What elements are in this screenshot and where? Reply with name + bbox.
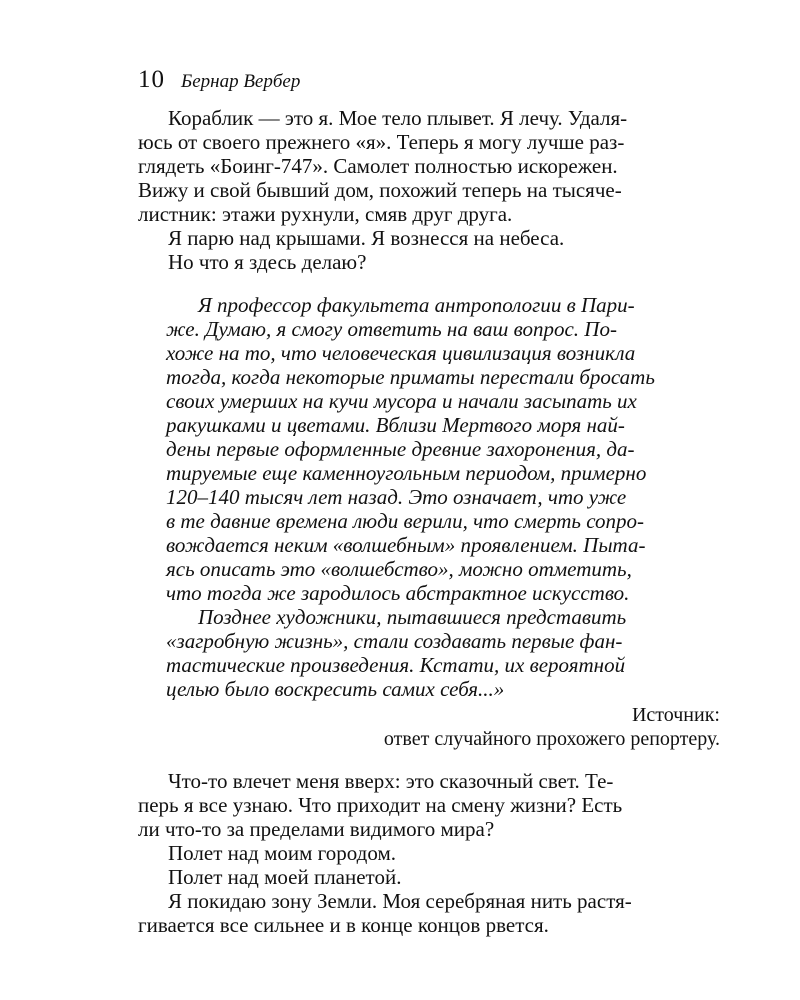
page-header [138,66,698,96]
quote-line-15: «загробную жизнь», стали создавать первые фан- [166,629,623,653]
source-text: ответ случайного прохожего репортеру. [383,728,720,750]
quote-line-7: дены первые оформленные древние захоронения, да- [166,437,635,461]
body-bottom-line-5: Полет над моей планетой. [168,865,402,889]
body-bottom-line-4: Полет над моим городом. [168,841,396,865]
quote-line-12: ясь описать это «волшебство», можно отметить, [166,557,632,581]
quote-line-17: целью было воскресить самих себя...» [166,677,505,701]
page-number: 10 [138,66,165,93]
body-top-line-4: Вижу и свой бывший дом, похожий теперь на тысяче- [138,178,622,202]
source-label: Источник: [631,704,720,726]
body-bottom-line-7: гивается все сильнее и в конце концов рвется. [138,913,549,937]
running-head-author: Бернар Вербер [181,71,301,92]
quote-line-9: 120–140 тысяч лет назад. Это означает, что уже [166,485,627,509]
body-top-line-7: Но что я здесь делаю? [168,250,367,274]
body-top-line-3: глядеть «Боинг-747». Самолет полностью искорежен. [138,154,618,178]
body-bottom-line-2: перь я все узнаю. Что приходит на смену жизни? Есть [138,793,623,817]
body-top-line-6: Я парю над крышами. Я вознесся на небеса. [168,226,565,250]
quote-line-16: тастические произведения. Кстати, их вероятной [166,653,626,677]
quote-line-5: своих умерших на кучи мусора и начали засыпать их [166,389,637,413]
body-top-line-5: листник: этажи рухнули, смяв друг друга. [138,202,513,226]
quote-line-11: вождается неким «волшебным» проявлением. Пыта- [166,533,646,557]
body-top-line-2: юсь от своего прежнего «я». Теперь я могу лучше раз- [138,130,625,154]
body-top-line-1: Кораблик — это я. Мое тело плывет. Я лечу. Удаля- [168,106,628,130]
quote-line-3: хоже на то, что человеческая цивилизация возникла [166,341,636,365]
quote-line-14: Позднее художники, пытавшиеся представить [198,605,627,629]
body-bottom-line-1: Что-то влечет меня вверх: это сказочный свет. Те- [168,769,614,793]
quote-line-8: тируемые еще каменноугольным периодом, примерно [166,461,647,485]
body-bottom-line-6: Я покидаю зону Земли. Моя серебряная нить растя- [168,889,632,913]
quote-line-2: же. Думаю, я смогу ответить на ваш вопрос. По- [166,317,617,341]
quote-line-1: Я профессор факультета антропологии в Пари- [198,293,635,317]
quote-line-10: в те давние времена люди верили, что смерть сопро- [166,509,645,533]
quote-line-13: что тогда же зародилось абстрактное искусство. [166,581,630,605]
quote-line-4: тогда, когда некоторые приматы перестали бросать [166,365,655,389]
body-bottom-line-3: ли что-то за пределами видимого мира? [138,817,495,841]
quote-line-6: ракушками и цветами. Вблизи Мертвого моря най- [166,413,625,437]
